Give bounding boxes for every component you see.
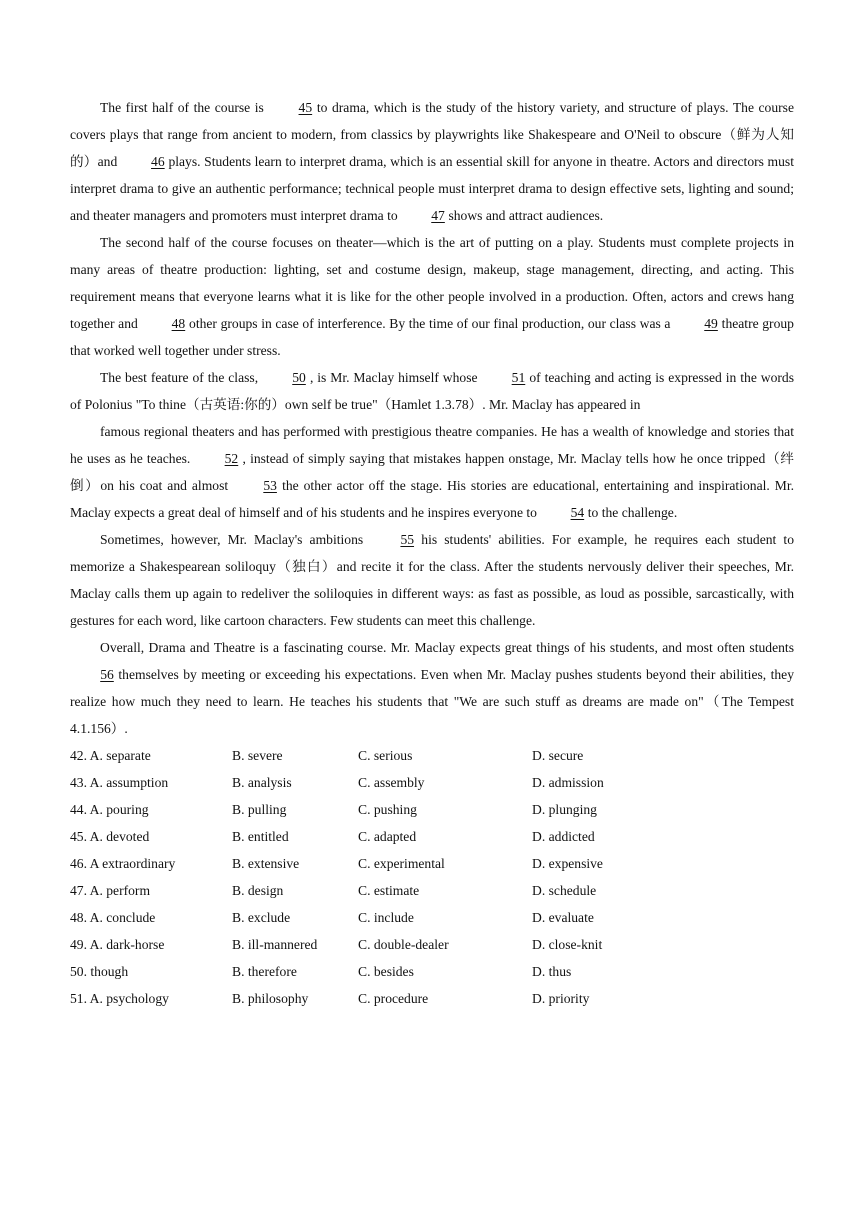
question-row-44 — [70, 796, 794, 823]
text: plays. Students learn to interpret drama, which is an essential skill for anyone in theatre. Actors and directors must interpret drama to give an authentic performance; technical people must interpret drama to design effective sets, lighting and sound; and theater managers and promoters must interpret drama to — [70, 154, 794, 223]
answer-options — [70, 742, 794, 1012]
blank-46: 46 — [151, 154, 165, 169]
paragraph-1 — [70, 94, 794, 229]
question-row-47 — [70, 877, 794, 904]
option-b: B. pulling — [232, 802, 287, 817]
option-c: C. pushing — [358, 802, 417, 817]
option-c: C. include — [358, 910, 414, 925]
option-c: C. serious — [358, 748, 413, 763]
text: the other actor off the stage. His stories are educational, entertaining and inspirational. Mr. Maclay expects a great deal of himself and of his students and he inspires everyone to — [70, 478, 795, 520]
paragraph-3 — [70, 364, 794, 418]
question-row-49 — [70, 931, 794, 958]
paragraph-5 — [70, 526, 794, 634]
text: theatre group that worked well together under stress. — [70, 316, 794, 358]
option-b: B. design — [232, 883, 284, 898]
option-c: C. procedure — [358, 991, 429, 1006]
blank-45: 45 — [298, 100, 313, 115]
option-d: D. secure — [532, 748, 584, 763]
blank-55: 55 — [400, 532, 415, 547]
blank-49: 49 — [704, 316, 718, 331]
text: his students' abilities. For example, he requires each student to memorize a Shakespearean soliloquy（独白）and recite it for the class. After the students nervously deliver their speeches, Mr. Maclay calls them up again to redeliver the soliloquies in different ways: as fast as possible, as loud as possible, sarcastically, with gestures for each word, like cartoon characters. Few students can meet this challenge. — [70, 532, 794, 628]
option-a: 44. A. pouring — [70, 802, 149, 817]
text: The best feature of the class, — [100, 370, 263, 385]
text: Sometimes, however, Mr. Maclay's ambitions — [100, 532, 371, 547]
text: Overall, Drama and Theatre is a fascinating course. Mr. Maclay expects great things of his students, and most often students — [100, 640, 794, 655]
option-d: D. admission — [532, 775, 604, 790]
text: , instead of simply saying that mistakes happen onstage, Mr. Maclay tells how he once tripped（绊倒）on his coat and almost — [70, 451, 794, 493]
option-a: 43. A. assumption — [70, 775, 169, 790]
option-d: D. close-knit — [532, 937, 603, 952]
text: themselves by meeting or exceeding his expectations. Even when Mr. Maclay pushes students beyond their abilities, they realize how much they need to learn. He teaches his students that "We are such stuff as dreams are made on"（The Tempest 4.1.156）. — [70, 667, 794, 736]
text: of teaching and acting is expressed in the words of Polonius "To thine（古英语:你的）own self be true"（Hamlet 1.3.78）. Mr. Maclay has appeared in — [70, 370, 794, 412]
text: shows and attract audiences. — [445, 208, 604, 223]
option-d: D. addicted — [532, 829, 595, 844]
option-b: B. exclude — [232, 910, 291, 925]
option-b: B. extensive — [232, 856, 300, 871]
option-b: B. philosophy — [232, 991, 309, 1006]
text: The first half of the course is — [100, 100, 269, 115]
option-b: B. severe — [232, 748, 283, 763]
text: , is Mr. Maclay himself whose — [306, 370, 482, 385]
option-d: D. plunging — [532, 802, 597, 817]
text: The second half of the course focuses on theater—which is the art of putting on a play. Students must complete projects in many areas of theatre production: lighting, set and costume design, makeup, stage management, directing, and acting. This requirement means that everyone learns what it is like for the other people involved in a production. Often, actors and crews hang together and — [70, 235, 794, 331]
blank-48: 48 — [171, 316, 186, 331]
option-c: C. besides — [358, 964, 414, 979]
option-c: C. adapted — [358, 829, 417, 844]
question-row-46 — [70, 850, 794, 877]
blank-52: 52 — [224, 451, 239, 466]
paragraph-6 — [70, 634, 794, 742]
option-a: 48. A. conclude — [70, 910, 156, 925]
paragraph-4 — [70, 418, 794, 526]
blank-50: 50 — [292, 370, 306, 385]
option-b: B. analysis — [232, 775, 292, 790]
option-c: C. experimental — [358, 856, 445, 871]
option-d: D. evaluate — [532, 910, 594, 925]
option-a: 50. though — [70, 964, 129, 979]
question-row-51 — [70, 985, 794, 1012]
blank-54: 54 — [570, 505, 585, 520]
text: other groups in case of interference. By the time of our final production, our class was a — [185, 316, 675, 331]
option-b: B. therefore — [232, 964, 297, 979]
blank-47: 47 — [431, 208, 445, 223]
option-a: 47. A. perform — [70, 883, 151, 898]
option-c: C. estimate — [358, 883, 420, 898]
option-b: B. ill-mannered — [232, 937, 318, 952]
question-row-45 — [70, 823, 794, 850]
blank-51: 51 — [511, 370, 526, 385]
question-row-50 — [70, 958, 794, 985]
option-a: 45. A. devoted — [70, 829, 150, 844]
blank-53: 53 — [263, 478, 277, 493]
text: to drama, which is the study of the history variety, and structure of plays. The course covers plays that range from ancient to modern, from classics by playwrights like Shakespeare and O'Neil to obscure（鲜为人知的）and — [70, 100, 794, 169]
option-a: 49. A. dark-horse — [70, 937, 165, 952]
paragraph-2 — [70, 229, 794, 364]
blank-56: 56 — [100, 667, 114, 682]
text: famous regional theaters and has performed with prestigious theatre companies. He has a wealth of knowledge and stories that he uses as he teaches. — [70, 424, 794, 466]
option-d: D. priority — [532, 991, 590, 1006]
question-row-43 — [70, 769, 794, 796]
option-d: D. schedule — [532, 883, 597, 898]
option-a: 51. A. psychology — [70, 991, 169, 1006]
option-a: 42. A. separate — [70, 748, 151, 763]
question-row-42 — [70, 742, 794, 769]
option-d: D. expensive — [532, 856, 603, 871]
option-a: 46. A extraordinary — [70, 856, 176, 871]
text: to the challenge. — [584, 505, 678, 520]
option-b: B. entitled — [232, 829, 289, 844]
question-row-48 — [70, 904, 794, 931]
option-c: C. assembly — [358, 775, 425, 790]
option-c: C. double-dealer — [358, 937, 449, 952]
option-d: D. thus — [532, 964, 572, 979]
